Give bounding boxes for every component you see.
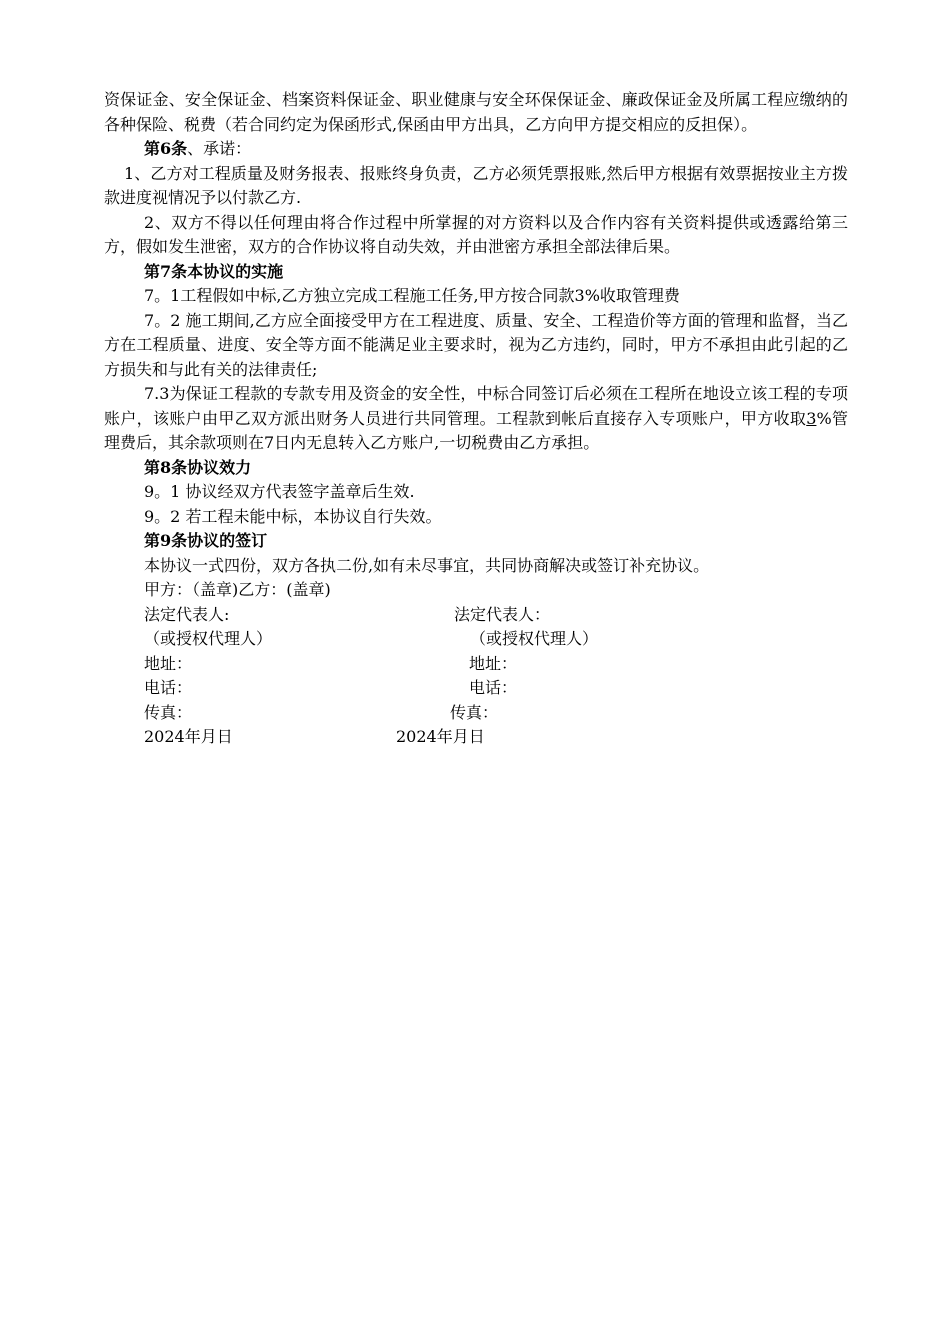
party-a-agent-label: （或授权代理人） xyxy=(144,629,273,648)
paragraph-9-2: 9。2 若工程未能中标，本协议自行失效。 xyxy=(144,506,442,526)
heading-article-6-number: 第6条 xyxy=(144,139,188,158)
signature-fax-row xyxy=(104,701,848,726)
paragraph-9-3: 本协议一式四份，双方各执二份,如有未尽事宜，共同协商解决或签订补充协议。 xyxy=(144,555,710,575)
paragraph-9-1: 9。1 协议经双方代表签字盖章后生效. xyxy=(144,482,415,501)
party-b-address-label: 地址： xyxy=(469,653,518,673)
heading-article-9: 第9条协议的签订 xyxy=(144,531,268,550)
signature-block xyxy=(104,578,848,750)
party-a-phone-label: 电话： xyxy=(144,678,193,697)
paragraph-6-2: 2、双方不得以任何理由将合作过程中所掌握的对方资料以及合作内容有关资料提供或透露给第三方，假如发生泄密，双方的合作协议将自动失效，并由泄密方承担全部法律后果。 xyxy=(104,212,848,256)
signature-parties: 甲方：（盖章)乙方：(盖章) xyxy=(144,580,331,599)
party-a-representative-label: 法定代表人: xyxy=(144,604,230,624)
signature-agent-row xyxy=(104,627,848,652)
party-b-agent-label: （或授权代理人） xyxy=(470,629,599,648)
paragraph-7-3-part-a: 7.3为保证工程款的专款专用及资金的安全性，中标合同签订后必须在工程所在地设立该工程的专项账户，该账户由甲乙双方派出财务人员进行共同管理。工程款到帐后直接存入专项账户，甲方收取 xyxy=(104,384,848,428)
paragraph-7-3 xyxy=(104,382,848,456)
party-a-address-label: 地址： xyxy=(144,653,193,673)
party-a-fax-label: 传真： xyxy=(144,702,193,722)
party-b-phone-label: 电话： xyxy=(469,678,518,697)
party-b-date: 2024年月日 xyxy=(396,727,485,746)
signature-phone-row xyxy=(104,676,848,701)
heading-article-6 xyxy=(104,137,848,162)
paragraph-7-3-part-b: %管理费后，其余款项则在7日内无息转入乙方账户,一切税费由乙方承担。 xyxy=(104,408,848,452)
heading-article-8: 第8条协议效力 xyxy=(144,457,252,477)
heading-article-6-title: 、承诺： xyxy=(187,139,252,158)
signature-representative-row xyxy=(104,603,848,628)
paragraph-6-1: 1、乙方对工程质量及财务报表、报账终身负责，乙方必须凭票报账,然后甲方根据有效票据按业主方拨款进度视情况予以付款乙方. xyxy=(104,163,848,207)
paragraph-7-1: 7。1工程假如中标,乙方独立完成工程施工任务,甲方按合同款3%收取管理费 xyxy=(144,286,680,305)
paragraph-7-3-underlined-rate: 3 xyxy=(806,408,817,428)
document-body xyxy=(104,88,848,750)
signature-parties-row xyxy=(104,578,848,603)
party-b-representative-label: 法定代表人： xyxy=(454,604,551,624)
paragraph-guarantees: 资保证金、安全保证金、档案资料保证金、职业健康与安全环保保证金、廉政保证金及所属工程应缴纳的各种保险、税费（若合同约定为保函形式,保函由甲方出具，乙方向甲方提交相应的反担保）。 xyxy=(104,90,848,134)
signature-address-row xyxy=(104,652,848,677)
paragraph-7-2: 7。2 施工期间,乙方应全面接受甲方在工程进度、质量、安全、工程造价等方面的管理和监督，当乙方在工程质量、进度、安全等方面不能满足业主要求时，视为乙方违约，同时，甲方不承担由此引起的乙方损失和与此有关的法律责任; xyxy=(104,310,848,379)
party-a-date: 2024年月日 xyxy=(144,727,233,746)
party-b-fax-label: 传真： xyxy=(450,702,499,722)
signature-date-row xyxy=(104,725,848,750)
heading-article-7: 第7条本协议的实施 xyxy=(144,261,284,281)
